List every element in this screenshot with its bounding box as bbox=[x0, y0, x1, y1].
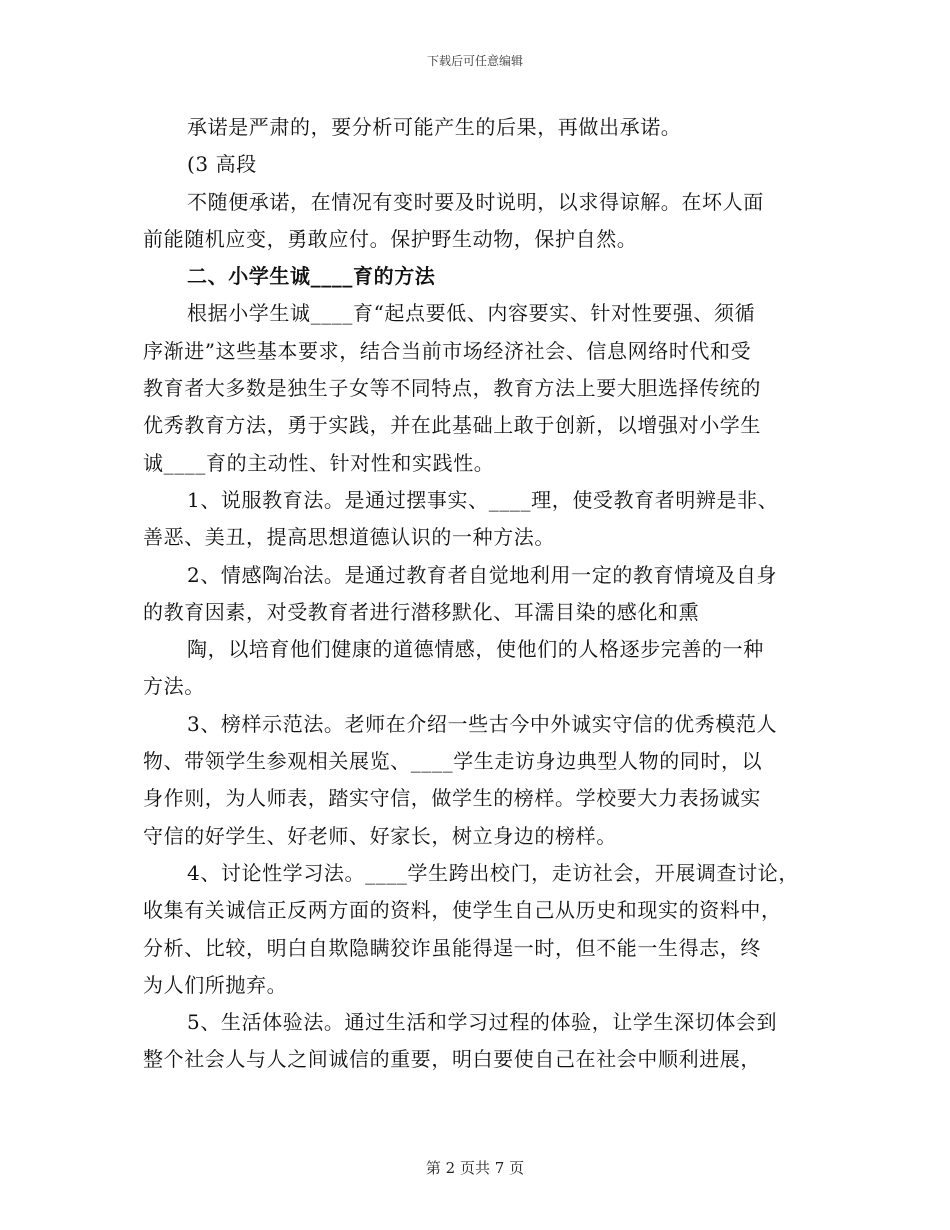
paragraph-line: 5、生活体验法。通过生活和学习过程的体验，让学生深切体会到 bbox=[187, 1010, 778, 1035]
paragraph-line: 的教育因素，对受教育者进行潜移默化、耳濡目染的感化和熏 bbox=[143, 599, 700, 624]
document-body bbox=[143, 109, 823, 1079]
paragraph-line: 身作则，为人师表，踏实守信，做学生的榜样。学校要大力表扬诚实 bbox=[143, 786, 761, 811]
paragraph-line: 序渐进”这些基本要求，结合当前市场经济社会、信息网络时代和受 bbox=[143, 338, 752, 363]
paragraph-line: 善恶、美丑，提高思想道德认识的一种方法。 bbox=[143, 525, 555, 550]
paragraph-line: 诚____育的主动性、针对性和实践性。 bbox=[143, 450, 495, 475]
paragraph-line: 物、带领学生参观相关展览、____学生走访身边典型人物的同时，以 bbox=[143, 749, 763, 774]
section-heading: 二、小学生诚____育的方法 bbox=[187, 264, 436, 289]
paragraph-line: 陶，以培育他们健康的道德情感，使他们的人格逐步完善的一种 bbox=[187, 637, 764, 662]
paragraph-line: 不随便承诺，在情况有变时要及时说明，以求得谅解。在坏人面 bbox=[187, 189, 764, 214]
paragraph-line: 守信的好学生、好老师、好家长，树立身边的榜样。 bbox=[143, 823, 617, 848]
paragraph-line: 承诺是严肃的，要分析可能产生的后果，再做出承诺。 bbox=[187, 115, 682, 139]
page-header: 下载后可任意编辑 bbox=[426, 54, 523, 68]
paragraph-line: 为人们所抛弃。 bbox=[143, 972, 288, 997]
paragraph-line: 前能随机应变，勇敢应付。保护野生动物，保护自然。 bbox=[143, 226, 638, 251]
paragraph-line: 2、情感陶冶法。是通过教育者自觉地利用一定的教育情境及自身 bbox=[187, 562, 778, 587]
paragraph-line: 优秀教育方法，勇于实践，并在此基础上敢于创新，以增强对小学生 bbox=[143, 413, 761, 438]
paragraph-line: 方法。 bbox=[143, 674, 205, 699]
paragraph-line: 根据小学生诚____育“起点要低、内容要实、针对性要强、须循 bbox=[187, 301, 756, 326]
paragraph-line: 3、榜样示范法。老师在介绍一些古今中外诚实守信的优秀模范人 bbox=[187, 711, 778, 736]
paragraph-line: 教育者大多数是独生子女等不同特点，教育方法上要大胆选择传统的 bbox=[143, 376, 761, 401]
page-footer: 第 2 页共 7 页 bbox=[425, 1159, 525, 1177]
paragraph-line: 收集有关诚信正反两方面的资料，使学生自己从历史和现实的资料中， bbox=[143, 898, 782, 923]
paragraph-line: 分析、比较，明白自欺隐瞒狡诈虽能得逞一时，但不能一生得志，终 bbox=[143, 935, 761, 960]
paragraph-line: 4、讨论性学习法。____学生跨出校门，走访社会，开展调查讨论， bbox=[187, 860, 799, 885]
paragraph-line: 1、说服教育法。是通过摆事实、____理，使受教育者明辨是非、 bbox=[187, 487, 779, 512]
paragraph-line: (3 高段 bbox=[187, 152, 257, 177]
paragraph-line: 整个社会人与人之间诚信的重要，明白要使自己在社会中顺利进展， bbox=[143, 1047, 761, 1072]
